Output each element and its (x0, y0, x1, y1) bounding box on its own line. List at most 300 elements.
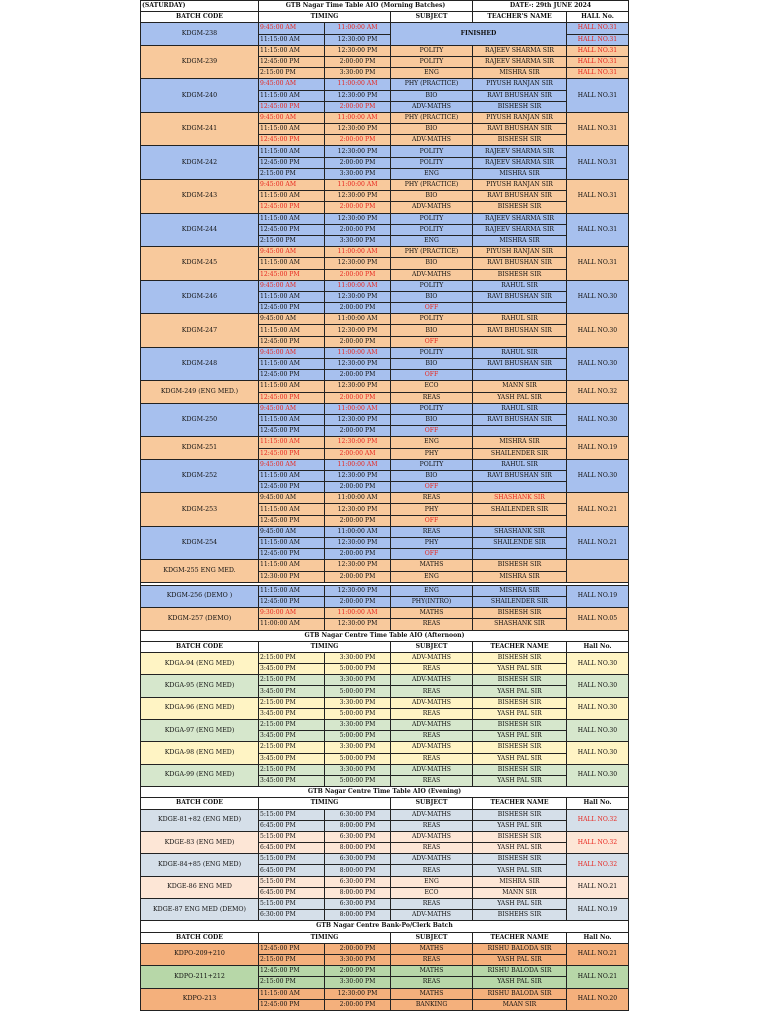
hall-cell: HALL NO.31 (567, 146, 629, 180)
table-row (141, 966, 629, 977)
start-time-cell: 11:15:00 AM (259, 124, 325, 135)
teacher-cell: YASH PAL SIR (473, 753, 567, 764)
teacher-cell: BISHESH SIR (473, 101, 567, 112)
end-time-cell: 12:30:00 PM (325, 258, 391, 269)
start-time-cell: 2:15:00 PM (259, 235, 325, 246)
batch-code-cell: KDGE-81+82 (ENG MED) (141, 809, 259, 831)
start-time-cell: 11:15:00 AM (259, 213, 325, 224)
table-row (141, 742, 629, 753)
top-title-row (141, 1, 629, 12)
start-time-cell: 9:45:00 AM (259, 180, 325, 191)
subject-cell: REAS (391, 731, 473, 742)
table-row (141, 697, 629, 708)
start-time-cell: 12:45:00 PM (259, 303, 325, 314)
end-time-cell: 11:00:00 AM (325, 180, 391, 191)
subject-cell: MATHS (391, 943, 473, 954)
col-header-batch-code: BATCH CODE (141, 932, 259, 943)
batch-code-cell: KDGM-255 ENG MED. (141, 560, 259, 582)
subject-cell: REAS (391, 775, 473, 786)
end-time-cell: 3:30:00 PM (325, 68, 391, 79)
end-time-cell: 3:30:00 PM (325, 764, 391, 775)
start-time-cell: 9:45:00 AM (259, 526, 325, 537)
batch-code-cell: KDGM-248 (141, 347, 259, 381)
teacher-cell: YASH PAL SIR (473, 731, 567, 742)
teacher-cell: RAJEEV SHARMA SIR (473, 56, 567, 67)
table-row (141, 437, 629, 448)
teacher-cell (473, 482, 567, 493)
table-row (141, 809, 629, 820)
end-time-cell: 8:00:00 PM (325, 843, 391, 854)
start-time-cell: 12:45:00 PM (259, 966, 325, 977)
col-header-batch-code: BATCH CODE (141, 12, 259, 23)
start-time-cell: 12:45:00 PM (259, 157, 325, 168)
end-time-cell: 2:00:00 PM (325, 549, 391, 560)
teacher-cell: MISHRA SIR (473, 571, 567, 582)
timetable (140, 0, 629, 1011)
teacher-cell: SHASHANK SIR (473, 619, 567, 630)
table-row (141, 280, 629, 291)
table-row (141, 459, 629, 470)
teacher-cell: YASH PAL SIR (473, 865, 567, 876)
batch-code-cell: KDPO-213 (141, 988, 259, 1010)
end-time-cell: 11:00:00 AM (325, 493, 391, 504)
start-time-cell: 12:30:00 PM (259, 571, 325, 582)
teacher-cell: RAHUL SIR (473, 347, 567, 358)
table-row (141, 526, 629, 537)
subject-cell: OFF (391, 549, 473, 560)
teacher-cell: RAVI BHUSHAN SIR (473, 291, 567, 302)
subject-cell: OFF (391, 426, 473, 437)
teacher-cell (473, 515, 567, 526)
teacher-cell (473, 549, 567, 560)
end-time-cell: 12:30:00 PM (325, 988, 391, 999)
subject-cell: PHY (PRACTICE) (391, 247, 473, 258)
end-time-cell: 11:00:00 AM (325, 247, 391, 258)
end-time-cell: 3:30:00 PM (325, 954, 391, 965)
teacher-cell: SHAILENDER SIR (473, 504, 567, 515)
hall-cell: HALL NO.19 (567, 437, 629, 459)
end-time-cell: 2:00:00 PM (325, 135, 391, 146)
teacher-cell: BISHESH SIR (473, 608, 567, 619)
start-time-cell: 11:15:00 AM (259, 191, 325, 202)
subject-cell: ENG (391, 68, 473, 79)
end-time-cell: 2:00:00 PM (325, 596, 391, 607)
teacher-cell: MISHRA SIR (473, 168, 567, 179)
end-time-cell: 3:30:00 PM (325, 720, 391, 731)
hall-cell: HALL NO.31 (567, 45, 629, 56)
batch-code-cell: KDGM-251 (141, 437, 259, 459)
subject-cell: POLITY (391, 56, 473, 67)
start-time-cell: 12:45:00 PM (259, 101, 325, 112)
start-time-cell: 3:45:00 PM (259, 708, 325, 719)
subject-cell: ADV-MATHS (391, 831, 473, 842)
end-time-cell: 11:00:00 AM (325, 526, 391, 537)
subject-cell: BIO (391, 291, 473, 302)
batch-code-cell: KDGM-242 (141, 146, 259, 180)
end-time-cell: 12:30:00 PM (325, 381, 391, 392)
subject-cell: POLITY (391, 459, 473, 470)
hall-cell: HALL NO.31 (567, 23, 629, 34)
teacher-cell: BISHESH SIR (473, 135, 567, 146)
batch-code-cell: KDGA-99 (ENG MED) (141, 764, 259, 786)
start-time-cell: 6:45:00 PM (259, 887, 325, 898)
col-header-hall: Hall No. (567, 641, 629, 652)
hall-cell: HALL NO.21 (567, 493, 629, 527)
end-time-cell: 6:30:00 PM (325, 899, 391, 910)
timetable-sheet (140, 0, 628, 1011)
teacher-cell: YASH PAL SIR (473, 899, 567, 910)
end-time-cell: 12:30:00 PM (325, 560, 391, 571)
end-time-cell: 3:30:00 PM (325, 742, 391, 753)
end-time-cell: 8:00:00 PM (325, 865, 391, 876)
col-header-hall: Hall No. (567, 798, 629, 809)
table-row (141, 764, 629, 775)
teacher-cell: MISHRA SIR (473, 68, 567, 79)
end-time-cell: 3:30:00 PM (325, 977, 391, 988)
table-row (141, 180, 629, 191)
start-time-cell: 11:15:00 AM (259, 90, 325, 101)
batch-code-cell: KDGA-98 (ENG MED) (141, 742, 259, 764)
subject-cell: REAS (391, 753, 473, 764)
end-time-cell: 12:30:00 PM (325, 504, 391, 515)
start-time-cell: 2:15:00 PM (259, 168, 325, 179)
start-time-cell: 9:30:00 AM (259, 608, 325, 619)
end-time-cell: 5:00:00 PM (325, 753, 391, 764)
start-time-cell: 9:45:00 AM (259, 112, 325, 123)
end-time-cell: 3:30:00 PM (325, 697, 391, 708)
hall-cell: HALL NO.32 (567, 809, 629, 831)
col-header-timing: TIMING (259, 12, 391, 23)
hall-cell: HALL NO.21 (567, 876, 629, 898)
evening-title-row (141, 787, 629, 798)
table-row (141, 112, 629, 123)
subject-cell: POLITY (391, 157, 473, 168)
teacher-cell: YASH PAL SIR (473, 664, 567, 675)
subject-cell: BIO (391, 191, 473, 202)
batch-code-cell: KDGM-245 (141, 247, 259, 281)
day-label: (SATURDAY) (141, 1, 259, 12)
end-time-cell: 12:30:00 PM (325, 146, 391, 157)
hall-cell: HALL NO.30 (567, 652, 629, 674)
end-time-cell: 2:00:00 PM (325, 336, 391, 347)
end-time-cell: 2:00:00 PM (325, 370, 391, 381)
hall-cell: HALL NO.21 (567, 943, 629, 965)
start-time-cell: 5:15:00 PM (259, 876, 325, 887)
start-time-cell: 12:45:00 PM (259, 202, 325, 213)
end-time-cell: 12:30:00 PM (325, 124, 391, 135)
teacher-cell: SHASHANK SIR (473, 493, 567, 504)
start-time-cell: 11:15:00 AM (259, 585, 325, 596)
batch-code-cell: KDGM-241 (141, 112, 259, 146)
start-time-cell: 6:30:00 PM (259, 910, 325, 921)
subject-cell: ADV-MATHS (391, 809, 473, 820)
start-time-cell: 12:45:00 PM (259, 336, 325, 347)
date-label: DATE-: 29th JUNE 2024 (473, 1, 629, 12)
teacher-cell: SHAILENDER SIR (473, 596, 567, 607)
end-time-cell: 6:30:00 PM (325, 854, 391, 865)
start-time-cell: 9:45:00 AM (259, 347, 325, 358)
start-time-cell: 11:15:00 AM (259, 437, 325, 448)
teacher-cell: YASH PAL SIR (473, 977, 567, 988)
subject-cell: REAS (391, 977, 473, 988)
batch-code-cell: KDGM-247 (141, 314, 259, 348)
end-time-cell: 6:30:00 PM (325, 831, 391, 842)
start-time-cell: 6:45:00 PM (259, 843, 325, 854)
teacher-cell: YASH PAL SIR (473, 708, 567, 719)
subject-cell: MATHS (391, 988, 473, 999)
table-row (141, 675, 629, 686)
subject-cell: REAS (391, 708, 473, 719)
end-time-cell: 6:30:00 PM (325, 876, 391, 887)
hall-cell: HALL NO.30 (567, 459, 629, 493)
teacher-cell: YASH PAL SIR (473, 954, 567, 965)
teacher-cell: RISHU BALODA SIR (473, 988, 567, 999)
subject-cell: REAS (391, 865, 473, 876)
batch-code-cell: KDPO-209+210 (141, 943, 259, 965)
table-row (141, 585, 629, 596)
teacher-cell: YASH PAL SIR (473, 843, 567, 854)
subject-cell: MATHS (391, 560, 473, 571)
subject-cell: POLITY (391, 314, 473, 325)
teacher-cell: BISHEHS SIR (473, 910, 567, 921)
end-time-cell: 11:00:00 AM (325, 459, 391, 470)
end-time-cell: 11:00:00 AM (325, 112, 391, 123)
subject-cell: OFF (391, 336, 473, 347)
subject-cell: ADV-MATHS (391, 652, 473, 663)
end-time-cell: 11:00:00 AM (325, 347, 391, 358)
teacher-cell: RAVI BHUSHAN SIR (473, 414, 567, 425)
subject-cell: REAS (391, 619, 473, 630)
subject-cell: PHY (391, 538, 473, 549)
end-time-cell: 2:00:00 PM (325, 571, 391, 582)
table-row (141, 831, 629, 842)
end-time-cell: 12:30:00 PM (325, 325, 391, 336)
teacher-cell: RISHU BALODA SIR (473, 966, 567, 977)
subject-cell: POLITY (391, 347, 473, 358)
subject-cell: MATHS (391, 966, 473, 977)
start-time-cell: 11:15:00 AM (259, 291, 325, 302)
header-row (141, 798, 629, 809)
end-time-cell: 3:30:00 PM (325, 168, 391, 179)
batch-code-cell: KDGM-240 (141, 79, 259, 113)
end-time-cell: 2:00:00 PM (325, 303, 391, 314)
start-time-cell: 11:15:00 AM (259, 146, 325, 157)
batch-code-cell: KDGE-84+85 (ENG MED) (141, 854, 259, 876)
table-row (141, 876, 629, 887)
start-time-cell: 2:15:00 PM (259, 652, 325, 663)
batch-code-cell: KDGM-243 (141, 180, 259, 214)
start-time-cell: 11:15:00 AM (259, 381, 325, 392)
subject-cell: ADV-MATHS (391, 135, 473, 146)
subject-cell: ADV-MATHS (391, 697, 473, 708)
table-row (141, 381, 629, 392)
teacher-cell: RAJEEV SHARMA SIR (473, 224, 567, 235)
end-time-cell: 5:00:00 PM (325, 731, 391, 742)
hall-cell: HALL NO.30 (567, 314, 629, 348)
start-time-cell: 12:45:00 PM (259, 999, 325, 1010)
start-time-cell: 9:45:00 AM (259, 314, 325, 325)
end-time-cell: 11:00:00 AM (325, 403, 391, 414)
teacher-cell: RAVI BHUSHAN SIR (473, 191, 567, 202)
start-time-cell: 11:15:00 AM (259, 325, 325, 336)
section-title: GTB Nagar Centre Bank-Po/Clerk Batch (141, 921, 629, 932)
bank-title-row (141, 921, 629, 932)
start-time-cell: 12:45:00 PM (259, 56, 325, 67)
hall-cell: HALL NO.20 (567, 988, 629, 1010)
batch-code-cell: KDGE-87 ENG MED (DEMO) (141, 899, 259, 921)
teacher-cell: RAHUL SIR (473, 314, 567, 325)
teacher-cell: RAHUL SIR (473, 459, 567, 470)
batch-code-cell: KDGM-249 (ENG MED.) (141, 381, 259, 403)
batch-code-cell: KDGM-254 (141, 526, 259, 560)
header-row (141, 12, 629, 23)
start-time-cell: 12:45:00 PM (259, 448, 325, 459)
hall-cell: HALL NO.19 (567, 899, 629, 921)
teacher-cell: RAVI BHUSHAN SIR (473, 359, 567, 370)
table-row (141, 247, 629, 258)
teacher-cell (473, 336, 567, 347)
start-time-cell: 9:45:00 AM (259, 23, 325, 34)
start-time-cell: 9:45:00 AM (259, 493, 325, 504)
hall-cell: HALL NO.30 (567, 764, 629, 786)
hall-cell: HALL NO.21 (567, 526, 629, 560)
end-time-cell: 12:30:00 PM (325, 213, 391, 224)
teacher-cell: PIYUSH RANJAN SIR (473, 247, 567, 258)
batch-code-cell: KDGM-253 (141, 493, 259, 527)
col-header-teacher: TEACHER NAME (473, 932, 567, 943)
section-title: GTB Nagar Centre Time Table AIO (Afternoon) (141, 630, 629, 641)
teacher-cell: SHAILENDE SIR (473, 538, 567, 549)
start-time-cell: 5:15:00 PM (259, 854, 325, 865)
header-row (141, 641, 629, 652)
start-time-cell: 2:15:00 PM (259, 68, 325, 79)
teacher-cell: BISHESH SIR (473, 809, 567, 820)
hall-cell: HALL NO.32 (567, 831, 629, 853)
teacher-cell: MISHRA SIR (473, 437, 567, 448)
subject-cell: PHY (391, 504, 473, 515)
subject-cell: BIO (391, 90, 473, 101)
teacher-cell: RISHU BALODA SIR (473, 943, 567, 954)
start-time-cell: 9:45:00 AM (259, 459, 325, 470)
teacher-cell: BISHESH SIR (473, 764, 567, 775)
hall-cell: HALL NO.30 (567, 347, 629, 381)
start-time-cell: 12:45:00 PM (259, 224, 325, 235)
teacher-cell: RAJEEV SHARMA SIR (473, 213, 567, 224)
start-time-cell: 9:45:00 AM (259, 280, 325, 291)
subject-cell: POLITY (391, 213, 473, 224)
status-cell: FINISHED (391, 23, 567, 45)
subject-cell: PHY (PRACTICE) (391, 112, 473, 123)
start-time-cell: 2:15:00 PM (259, 954, 325, 965)
end-time-cell: 12:30:00 PM (325, 470, 391, 481)
teacher-cell: BISHESH SIR (473, 675, 567, 686)
hall-cell: HALL NO.31 (567, 112, 629, 146)
hall-cell: HALL NO.30 (567, 675, 629, 697)
subject-cell: REAS (391, 899, 473, 910)
start-time-cell: 12:45:00 PM (259, 596, 325, 607)
start-time-cell: 2:15:00 PM (259, 720, 325, 731)
subject-cell: REAS (391, 493, 473, 504)
end-time-cell: 2:00:00 PM (325, 999, 391, 1010)
col-header-subject: SUBJECT (391, 932, 473, 943)
end-time-cell: 5:00:00 PM (325, 664, 391, 675)
subject-cell: REAS (391, 686, 473, 697)
table-row (141, 608, 629, 619)
col-header-timing: TIMING (259, 932, 391, 943)
hall-cell: HALL NO.31 (567, 180, 629, 214)
col-header-teacher: TEACHER NAME (473, 798, 567, 809)
end-time-cell: 12:30:00 PM (325, 538, 391, 549)
subject-cell: ENG (391, 437, 473, 448)
batch-code-cell: KDGM-257 (DEMO) (141, 608, 259, 630)
end-time-cell: 2:00:00 PM (325, 966, 391, 977)
teacher-cell (473, 303, 567, 314)
end-time-cell: 12:30:00 PM (325, 34, 391, 45)
teacher-cell: RAHUL SIR (473, 280, 567, 291)
subject-cell: POLITY (391, 224, 473, 235)
subject-cell: ENG (391, 168, 473, 179)
teacher-cell (473, 426, 567, 437)
col-header-batch-code: BATCH CODE (141, 641, 259, 652)
subject-cell: REAS (391, 954, 473, 965)
end-time-cell: 2:00:00 PM (325, 943, 391, 954)
hall-cell: HALL NO.32 (567, 854, 629, 876)
start-time-cell: 12:45:00 PM (259, 482, 325, 493)
subject-cell: POLITY (391, 146, 473, 157)
batch-code-cell: KDGM-246 (141, 280, 259, 314)
col-header-subject: SUBJECT (391, 12, 473, 23)
start-time-cell: 5:15:00 PM (259, 899, 325, 910)
end-time-cell: 12:30:00 PM (325, 585, 391, 596)
table-row (141, 652, 629, 663)
teacher-cell: BISHESH SIR (473, 720, 567, 731)
table-row (141, 988, 629, 999)
subject-cell: POLITY (391, 403, 473, 414)
teacher-cell: RAVI BHUSHAN SIR (473, 90, 567, 101)
end-time-cell: 2:00:00 PM (325, 224, 391, 235)
hall-cell: HALL NO.31 (567, 68, 629, 79)
subject-cell: ADV-MATHS (391, 742, 473, 753)
teacher-cell: BISHESH SIR (473, 202, 567, 213)
subject-cell: ADV-MATHS (391, 854, 473, 865)
start-time-cell: 2:15:00 PM (259, 697, 325, 708)
col-header-timing: TIMING (259, 798, 391, 809)
hall-cell: HALL NO.31 (567, 247, 629, 281)
table-row (141, 45, 629, 56)
batch-code-cell: KDGA-94 (ENG MED) (141, 652, 259, 674)
end-time-cell: 2:00:00 PM (325, 392, 391, 403)
col-header-batch-code: BATCH CODE (141, 798, 259, 809)
teacher-cell: MISHRA SIR (473, 235, 567, 246)
teacher-cell: YASH PAL SIR (473, 686, 567, 697)
end-time-cell: 2:00:00 AM (325, 448, 391, 459)
batch-code-cell: KDGM-256 (DEMO ) (141, 585, 259, 607)
subject-cell: OFF (391, 482, 473, 493)
end-time-cell: 2:00:00 PM (325, 202, 391, 213)
end-time-cell: 6:30:00 PM (325, 809, 391, 820)
subject-cell: ENG (391, 571, 473, 582)
subject-cell: ADV-MATHS (391, 202, 473, 213)
subject-cell: ENG (391, 876, 473, 887)
start-time-cell: 6:45:00 PM (259, 820, 325, 831)
end-time-cell: 12:30:00 PM (325, 45, 391, 56)
section-title: GTB Nagar Centre Time Table AIO (Evening) (141, 787, 629, 798)
teacher-cell: BISHESH SIR (473, 854, 567, 865)
end-time-cell: 5:00:00 PM (325, 686, 391, 697)
teacher-cell: BISHESH SIR (473, 742, 567, 753)
teacher-cell: RAVI BHUSHAN SIR (473, 470, 567, 481)
teacher-cell: MAAN SIR (473, 999, 567, 1010)
